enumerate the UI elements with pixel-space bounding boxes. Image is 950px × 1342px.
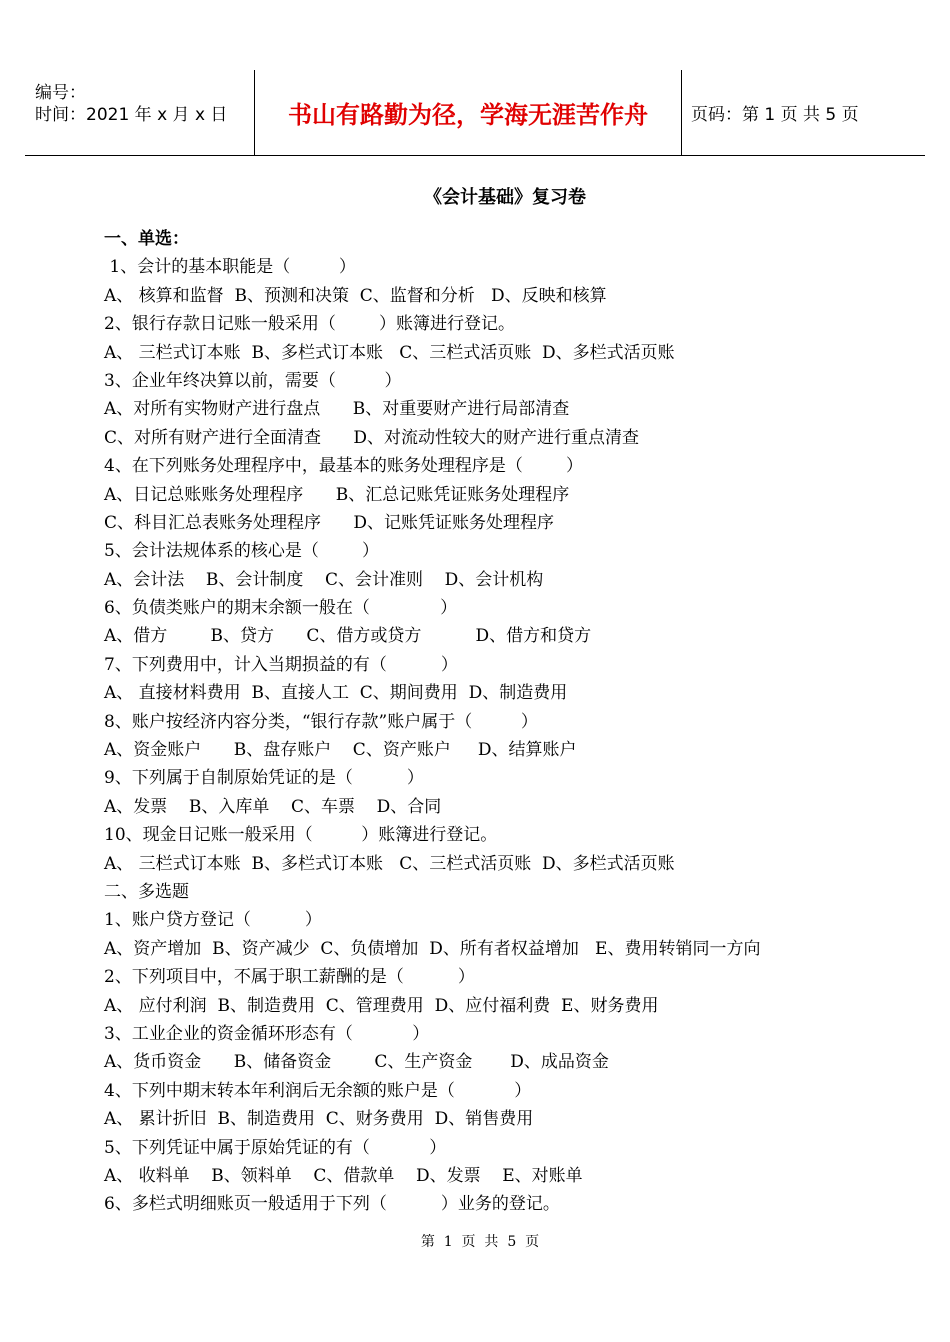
question-line: 3、企业年终决算以前，需要（ ） [104,370,402,391]
options-line: A、资金账户 B、盘存账户 C、资产账户 D、结算账户 [104,740,577,761]
header-meta [25,70,254,155]
question-line: 6、多栏式明细账页一般适用于下列（ ）业务的登记。 [104,1194,560,1215]
options-line: A、资产增加 B、资产减少 C、负债增加 D、所有者权益增加 E、费用转销同一方向 [104,938,761,959]
options-line: A、 三栏式订本账 B、多栏式订本账 C、三栏式活页账 D、多栏式活页账 [104,853,675,874]
options-line: C、科目汇总表账务处理程序 D、记账凭证账务处理程序 [104,512,555,533]
time-label: 时间：2021 年 x 月 x 日 [35,105,228,125]
options-line: A、会计法 B、会计制度 C、会计准则 D、会计机构 [104,569,544,590]
options-line: A、借方 B、贷方 C、借方或贷方 D、借方和贷方 [104,626,592,647]
page-info: 页码：第 1 页 共 5 页 [691,105,859,125]
question-line: 2、下列项目中，不属于职工薪酬的是（ ） [104,967,475,988]
question-line: 10、现金日记账一般采用（ ）账簿进行登记。 [104,825,498,846]
page-footer: 第 1 页 共 5 页 [420,1234,540,1250]
question-line: 5、下列凭证中属于原始凭证的有（ ） [104,1137,447,1158]
number-label: 编号： [35,83,86,103]
options-line: A、日记总账账务处理程序 B、汇总记账凭证账务处理程序 [104,484,570,505]
options-line: A、对所有实物财产进行盘点 B、对重要财产进行局部清查 [104,399,570,420]
section-heading: 二、多选题 [104,881,189,902]
question-line: 1、会计的基本职能是（ ） [104,257,356,278]
question-line: 5、会计法规体系的核心是（ ） [104,541,380,562]
question-line: 2、银行存款日记账一般采用（ ）账簿进行登记。 [104,314,516,335]
question-line: 1、账户贷方登记（ ） [104,910,322,931]
options-line: A、 核算和监督 B、预测和决策 C、监督和分析 D、反映和核算 [104,285,607,306]
question-line: 4、在下列账务处理程序中，最基本的账务处理程序是（ ） [104,456,584,477]
options-line: A、 三栏式订本账 B、多栏式订本账 C、三栏式活页账 D、多栏式活页账 [104,342,675,363]
options-line: A、货币资金 B、储备资金 C、生产资金 D、成品资金 [104,1052,609,1073]
options-line: A、 应付利润 B、制造费用 C、管理费用 D、应付福利费 E、财务费用 [104,995,659,1016]
section-heading: 一、单选： [104,229,189,249]
document-title: 《会计基础》复习卷 [424,187,586,208]
options-line: A、 收料单 B、领料单 C、借款单 D、发票 E、对账单 [104,1165,583,1186]
options-line: A、发票 B、入库单 C、车票 D、合同 [104,796,442,817]
question-line: 4、下列中期末转本年利润后无余额的账户是（ ） [104,1080,532,1101]
options-line: A、 累计折旧 B、制造费用 C、财务费用 D、销售费用 [104,1109,534,1130]
question-line: 3、工业企业的资金循环形态有（ ） [104,1023,430,1044]
question-line: 7、下列费用中，计入当期损益的有（ ） [104,654,458,675]
options-line: C、对所有财产进行全面清查 D、对流动性较大的财产进行重点清查 [104,427,640,448]
question-line: 9、下列属于自制原始凭证的是（ ） [104,768,424,789]
question-line: 6、负债类账户的期末余额一般在（ ） [104,598,458,619]
options-line: A、 直接材料费用 B、直接人工 C、期间费用 D、制造费用 [104,683,568,704]
question-line: 8、账户按经济内容分类，“银行存款”账户属于（ ） [104,711,538,732]
page-header [25,70,925,156]
question-list [104,225,924,1219]
motto: 书山有路勤为径，学海无涯苦作舟 [254,70,682,155]
